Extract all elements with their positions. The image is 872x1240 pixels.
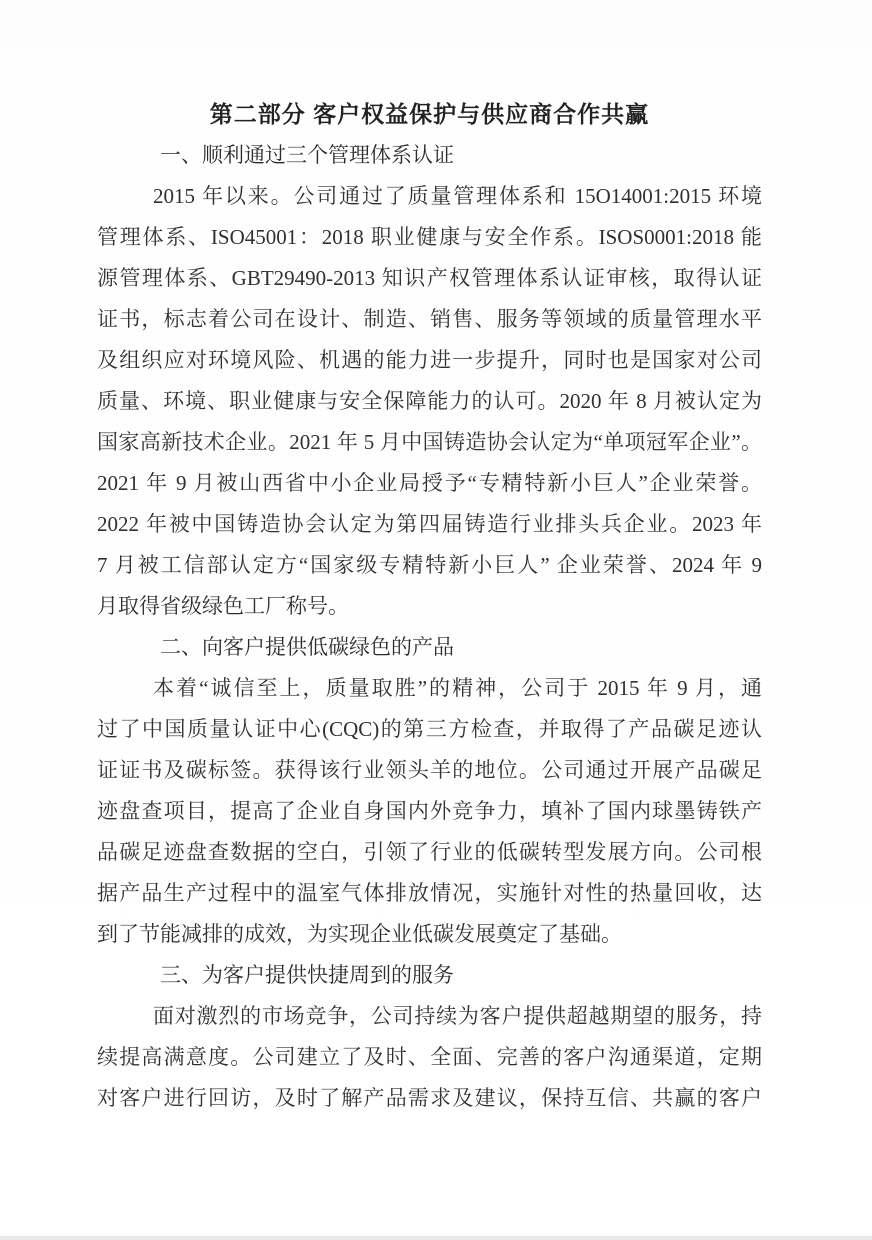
- text-line: 品碳足迹盘查数据的空白，引领了行业的低碳转型发展方向。公司根: [97, 840, 762, 864]
- text-line: 及组织应对环境风险、机遇的能力进一步提升，同时也是国家对公司: [97, 348, 762, 372]
- text-line: 月取得省级绿色工厂称号。: [97, 594, 349, 618]
- page-bottom-edge: [0, 1236, 872, 1240]
- text-line: 2021 年 9 月被山西省中小企业局授予“专精特新小巨人”企业荣誉。: [97, 471, 762, 495]
- text-line: 2022 年被中国铸造协会认定为第四届铸造行业排头兵企业。2023 年: [97, 512, 762, 536]
- text-line: 过了中国质量认证中心(CQC)的第三方检查，并取得了产品碳足迹认: [97, 717, 762, 741]
- document-content: [97, 94, 762, 1119]
- text-line: 据产品生产过程中的温室气体排放情况，实施针对性的热量回收，达: [97, 881, 762, 905]
- text-line: 到了节能减排的成效，为实现企业低碳发展奠定了基础。: [97, 922, 622, 946]
- text-line: 面对激烈的市场竞争，公司持续为客户提供超越期望的服务，持: [153, 1004, 762, 1028]
- text-line: 质量、环境、职业健康与安全保障能力的认可。2020 年 8 月被认定为: [97, 389, 762, 413]
- text-line: 2015 年以来。公司通过了质量管理体系和 15O14001:2015 环境: [153, 184, 762, 208]
- text-line: 证证书及碳标签。获得该行业领头羊的地位。公司通过开展产品碳足: [97, 758, 762, 782]
- text-line: 源管理体系、GBT29490-2013 知识产权管理体系认证审核，取得认证: [97, 266, 762, 290]
- text-line: 对客户进行回访，及时了解产品需求及建议，保持互信、共赢的客户: [97, 1086, 762, 1110]
- subsection-heading: 一、顺利通过三个管理体系认证: [160, 143, 454, 167]
- document-title: 第二部分 客户权益保护与供应商合作共赢: [209, 101, 650, 127]
- document-body: [97, 135, 762, 1119]
- text-line: 国家高新技术企业。2021 年 5 月中国铸造协会认定为“单项冠军企业”。: [97, 430, 762, 454]
- text-line: 管理体系、ISO45001：2018 职业健康与安全作系。ISOS0001:2018 能: [97, 225, 762, 249]
- text-line: 证书，标志着公司在设计、制造、销售、服务等领域的质量管理水平: [97, 307, 762, 331]
- text-line: 续提高满意度。公司建立了及时、全面、完善的客户沟通渠道，定期: [97, 1045, 762, 1069]
- text-line: 本着“诚信至上，质量取胜”的精神，公司于 2015 年 9 月，通: [153, 676, 762, 700]
- subsection-heading: 二、向客户提供低碳绿色的产品: [160, 635, 454, 659]
- text-line: 7 月被工信部认定方“国家级专精特新小巨人” 企业荣誉、2024 年 9: [97, 553, 762, 577]
- text-line: 迹盘查项目，提高了企业自身国内外竞争力，填补了国内球墨铸铁产: [97, 799, 762, 823]
- subsection-heading: 三、为客户提供快捷周到的服务: [160, 963, 454, 987]
